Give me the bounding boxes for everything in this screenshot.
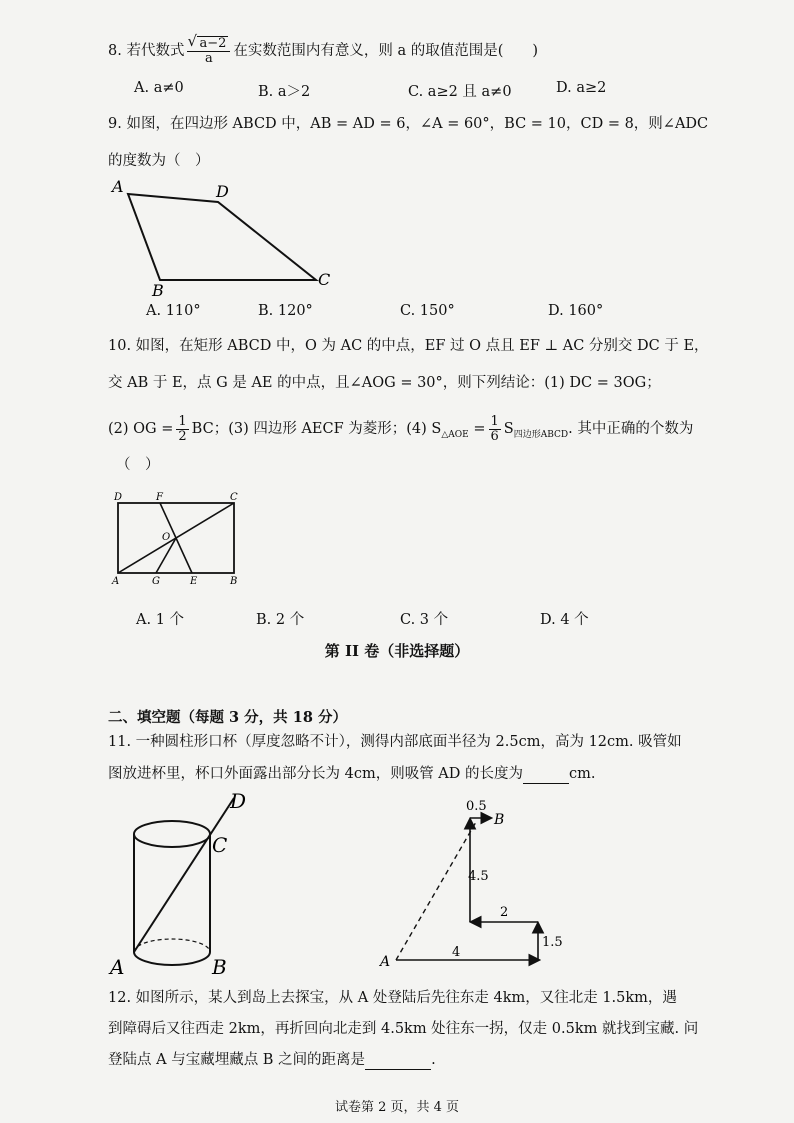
treasure-path-figure	[376, 794, 586, 974]
q8-prefix: 若代数式	[126, 43, 185, 59]
q10-l3-part-a: (2) OG =	[108, 421, 174, 437]
cyl-label-b: B	[212, 955, 227, 979]
value-mid: 2	[500, 905, 509, 920]
q8-radicand: √ a−2	[197, 36, 228, 51]
q8-number: 8.	[108, 43, 122, 59]
q10-l3-sub2: 四边形ABCD	[513, 429, 569, 440]
map-label-a: A	[380, 954, 391, 970]
q10-fraction-sixth	[489, 415, 501, 444]
q10-line3	[108, 414, 693, 450]
value-left: 4.5	[468, 869, 489, 884]
q9-option-c: C. 150°	[400, 303, 455, 319]
q9-line2: 的度数为（ ）	[108, 153, 210, 169]
q10-frac2-num: 1	[490, 413, 499, 429]
q12-line3	[108, 1050, 436, 1070]
cylinder-bottom-front	[134, 952, 210, 965]
q11-line2	[108, 764, 596, 784]
value-bottom: 4	[452, 945, 461, 960]
cyl-label-a: A	[110, 955, 125, 979]
label-a: A	[112, 177, 124, 196]
value-right: 1.5	[542, 935, 563, 950]
rect-label-o: O	[162, 532, 171, 543]
q10-line2: 交 AB 于 E，点 G 是 AE 的中点，且∠AOG = 30°，则下列结论：(1) DC = 3OG；	[108, 375, 661, 391]
cyl-label-d: D	[230, 789, 247, 813]
q12-answer-blank[interactable]	[365, 1055, 431, 1070]
rect-label-e: E	[190, 576, 198, 587]
q8-line	[108, 36, 538, 66]
rect-label-b: B	[230, 576, 238, 587]
q10-option-a: A. 1 个	[136, 612, 185, 628]
quadrilateral-abcd	[128, 194, 316, 280]
q11-answer-blank[interactable]	[523, 769, 569, 784]
q10-l3-part-b: BC；(3) 四边形 AECF 为菱形；(4) S	[191, 421, 442, 437]
rect-label-g: G	[152, 576, 160, 587]
label-b: B	[152, 281, 164, 298]
page-footer: 试卷第 2 页，共 4 页	[334, 1100, 460, 1115]
q10-l3-part-d: S	[503, 421, 514, 437]
q10-l3-part-c: =	[468, 421, 486, 437]
q8-option-c: C. a≥2 且 a≠0	[408, 84, 512, 100]
q9-option-b: B. 120°	[258, 303, 313, 319]
q9-line1: 9. 如图，在四边形 ABCD 中，AB = AD = 6，∠A = 60°，BC = 10，CD = 8，则∠ADC	[108, 116, 709, 132]
path-ab-dashed	[396, 822, 476, 960]
q8-option-a: A. a≠0	[134, 80, 184, 96]
cylinder-figure	[108, 786, 278, 986]
value-top: 0.5	[466, 799, 487, 814]
label-c: C	[318, 270, 331, 289]
q11-line1: 11. 一种圆柱形口杯（厚度忽略不计），测得内部底面半径为 2.5cm，高为 12cm. 吸管如	[108, 734, 682, 750]
q10-option-b: B. 2 个	[256, 612, 305, 628]
q10-l3-part-e: . 其中正确的个数为	[568, 421, 694, 437]
q8-option-b: B. a＞2	[258, 84, 311, 100]
q10-frac-num: 1	[178, 413, 187, 429]
part2-title: 第 II 卷（非选择题）	[324, 642, 470, 660]
q10-fraction-half	[176, 415, 188, 444]
cylinder-top	[134, 821, 210, 847]
q10-line1: 10. 如图，在矩形 ABCD 中，O 为 AC 的中点，EF 过 O 点且 EF ⊥ AC 分别交 DC 于 E，	[108, 338, 709, 354]
q12-line1: 12. 如图所示，某人到岛上去探宝，从 A 处登陆后先往东走 4km，又往北走 1.5km，遇	[108, 990, 677, 1006]
q8-denominator: a	[205, 51, 213, 66]
q9-option-d: D. 160°	[548, 303, 604, 319]
q10-option-c: C. 3 个	[400, 612, 449, 628]
cylinder-bottom-back	[134, 939, 210, 952]
q9-option-a: A. 110°	[146, 303, 201, 319]
label-d: D	[216, 182, 229, 201]
map-label-b: B	[494, 812, 505, 828]
q11-l2-unit: cm.	[569, 766, 596, 782]
q8-fraction	[187, 36, 230, 66]
q10-frac2-den: 6	[490, 428, 499, 444]
cyl-label-c: C	[212, 833, 228, 857]
quadrilateral-figure	[108, 176, 338, 298]
q10-option-d: D. 4 个	[540, 612, 589, 628]
q12-l3-end: .	[431, 1052, 436, 1068]
q12-l3-text: 登陆点 A 与宝藏埋藏点 B 之间的距离是	[108, 1052, 366, 1068]
q8-suffix: 在实数范围内有意义，则 a 的取值范围是( )	[233, 43, 539, 59]
rect-label-f: F	[156, 492, 163, 503]
q11-l2-text: 图放进杯里，杯口外面露出部分长为 4cm，则吸管 AD 的长度为	[108, 766, 524, 782]
section2-heading: 二、填空题（每题 3 分，共 18 分）	[108, 709, 347, 726]
rect-label-a: A	[112, 576, 120, 587]
q12-line2: 到障碍后又往西走 2km，再折回向北走到 4.5km 处往东一拐，仅走 0.5km 就找到宝藏. 问	[108, 1021, 699, 1037]
rect-label-d: D	[114, 492, 123, 503]
q8-option-d: D. a≥2	[556, 80, 607, 96]
q10-line4: （ ）	[116, 457, 160, 473]
q10-frac-den: 2	[178, 428, 187, 444]
rect-label-c: C	[230, 492, 238, 503]
rectangle-figure	[108, 488, 248, 588]
q10-l3-sub1: △AOE	[441, 429, 469, 440]
